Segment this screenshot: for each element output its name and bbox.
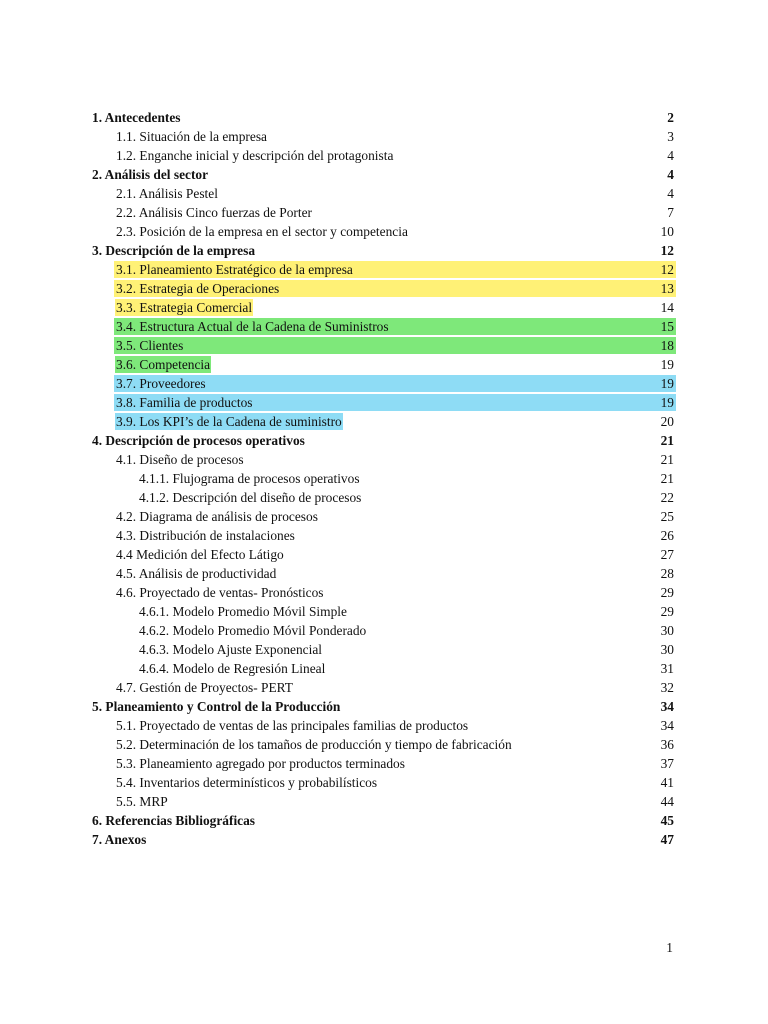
toc-entry-page: 29 <box>660 604 674 619</box>
toc-entry-page: 36 <box>660 737 674 752</box>
toc-entry-page: 26 <box>660 528 674 543</box>
toc-entry-title: 4.7. Gestión de Proyectos- PERT <box>116 680 293 695</box>
toc-entry-title: 4.6.1. Modelo Promedio Móvil Simple <box>139 604 347 619</box>
toc-entry-title: 5. Planeamiento y Control de la Producción <box>92 699 341 714</box>
toc-entry-page: 44 <box>660 794 674 809</box>
toc-entry-title: 4.2. Diagrama de análisis de procesos <box>116 509 318 524</box>
toc-entry-page: 2 <box>667 110 674 125</box>
toc-entry-page: 29 <box>660 585 674 600</box>
toc-entry[interactable] <box>92 412 676 431</box>
toc-entry-title: 1.2. Enganche inicial y descripción del protagonista <box>116 148 394 163</box>
toc-entry[interactable] <box>92 184 676 203</box>
toc-entry-page: 10 <box>660 224 674 239</box>
toc-entry[interactable] <box>92 127 676 146</box>
toc-entry-page: 32 <box>660 680 674 695</box>
toc-entry-title: 3.3. Estrategia Comercial <box>116 300 253 315</box>
toc-entry[interactable] <box>92 621 676 640</box>
toc-entry-page: 41 <box>660 775 674 790</box>
toc-entry[interactable] <box>92 222 676 241</box>
toc-entry[interactable] <box>92 602 676 621</box>
toc-entry-title: 1. Antecedentes <box>92 110 181 125</box>
toc-entry[interactable] <box>92 773 676 792</box>
toc-entry-page: 19 <box>660 357 674 372</box>
toc-entry-title: 3. Descripción de la empresa <box>92 243 256 258</box>
toc-entry-title: 2. Análisis del sector <box>92 167 209 182</box>
toc-entry-page: 27 <box>660 547 674 562</box>
toc-entry-page: 31 <box>660 661 674 676</box>
toc-entry[interactable] <box>92 716 676 735</box>
toc-entry-page: 18 <box>660 338 674 353</box>
page-number: 1 <box>666 940 673 955</box>
toc-entry[interactable] <box>92 450 676 469</box>
toc-entry[interactable] <box>92 374 676 393</box>
toc-entry-title: 4.6.2. Modelo Promedio Móvil Ponderado <box>139 623 367 638</box>
toc-entry-title: 2.1. Análisis Pestel <box>116 186 218 201</box>
toc-entry[interactable] <box>92 393 676 412</box>
toc-entry-page: 3 <box>667 129 674 144</box>
toc-entry-page: 19 <box>660 395 674 410</box>
toc-entry[interactable] <box>92 754 676 773</box>
toc-entry-title: 5.4. Inventarios determinísticos y probabilísticos <box>116 775 378 790</box>
toc-entry[interactable] <box>92 241 676 260</box>
toc-entry-title: 3.8. Familia de productos <box>116 395 253 410</box>
toc-entry[interactable] <box>92 298 676 317</box>
toc-entry[interactable] <box>92 811 676 830</box>
toc-entry[interactable] <box>92 659 676 678</box>
toc-entry-title: 5.5. MRP <box>116 794 168 809</box>
toc-entry-page: 28 <box>660 566 674 581</box>
toc-entry-page: 30 <box>660 623 674 638</box>
toc-entry-page: 25 <box>660 509 674 524</box>
toc-entry-page: 34 <box>660 718 674 733</box>
toc-entry-page: 22 <box>660 490 674 505</box>
toc-entry-title: 4.6.3. Modelo Ajuste Exponencial <box>139 642 322 657</box>
toc-entry-title: 4.5. Análisis de productividad <box>116 566 277 581</box>
toc-entry-title: 4.1.1. Flujograma de procesos operativos <box>139 471 360 486</box>
toc-entry[interactable] <box>92 203 676 222</box>
toc-entry-title: 4.6. Proyectado de ventas- Pronósticos <box>116 585 324 600</box>
toc-entry-page: 14 <box>660 300 674 315</box>
toc-entry-page: 37 <box>660 756 674 771</box>
toc-entry-title: 4. Descripción de procesos operativos <box>92 433 305 448</box>
highlight-mark <box>114 337 676 354</box>
toc-entry[interactable] <box>92 678 676 697</box>
toc-entry-page: 21 <box>660 452 674 467</box>
toc-entry[interactable] <box>92 279 676 298</box>
toc-entry-page: 45 <box>660 813 674 828</box>
toc-entry-page: 4 <box>667 186 674 201</box>
toc-entry[interactable] <box>92 108 676 127</box>
toc-entry[interactable] <box>92 583 676 602</box>
toc-entry[interactable] <box>92 640 676 659</box>
toc-entry-page: 13 <box>660 281 674 296</box>
toc-entry-page: 7 <box>667 205 674 220</box>
toc-entry-page: 12 <box>660 243 674 258</box>
toc-entry-page: 47 <box>660 832 674 847</box>
table-of-contents <box>92 108 676 849</box>
toc-entry[interactable] <box>92 564 676 583</box>
toc-entry[interactable] <box>92 317 676 336</box>
toc-entry[interactable] <box>92 469 676 488</box>
toc-entry-page: 30 <box>660 642 674 657</box>
toc-entry[interactable] <box>92 830 676 849</box>
toc-entry-title: 4.3. Distribución de instalaciones <box>116 528 295 543</box>
toc-entry[interactable] <box>92 146 676 165</box>
toc-entry-page: 21 <box>660 471 674 486</box>
toc-entry-title: 3.4. Estructura Actual de la Cadena de Suministros <box>116 319 389 334</box>
toc-entry-title: 4.1.2. Descripción del diseño de procesos <box>139 490 362 505</box>
toc-entry[interactable] <box>92 355 676 374</box>
toc-entry[interactable] <box>92 165 676 184</box>
toc-entry-title: 3.1. Planeamiento Estratégico de la empresa <box>116 262 353 277</box>
toc-entry-title: 3.6. Competencia <box>116 357 211 372</box>
toc-entry-page: 4 <box>667 148 674 163</box>
toc-entry[interactable] <box>92 697 676 716</box>
toc-entry-title: 3.7. Proveedores <box>116 376 206 391</box>
toc-entry[interactable] <box>92 545 676 564</box>
toc-entry[interactable] <box>92 431 676 450</box>
toc-entry-title: 4.6.4. Modelo de Regresión Lineal <box>139 661 326 676</box>
toc-entry[interactable] <box>92 792 676 811</box>
toc-entry-title: 4.1. Diseño de procesos <box>116 452 244 467</box>
toc-entry-title: 6. Referencias Bibliográficas <box>92 813 256 828</box>
toc-entry-title: 3.9. Los KPI’s de la Cadena de suministro <box>116 414 342 429</box>
toc-entry-page: 12 <box>660 262 674 277</box>
toc-entry-page: 15 <box>660 319 674 334</box>
toc-entry-page: 21 <box>660 433 674 448</box>
toc-entry[interactable] <box>92 260 676 279</box>
toc-entry-page: 20 <box>660 414 674 429</box>
toc-entry-title: 4.4 Medición del Efecto Látigo <box>116 547 284 562</box>
toc-entry[interactable] <box>92 488 676 507</box>
toc-entry-title: 2.2. Análisis Cinco fuerzas de Porter <box>116 205 312 220</box>
toc-entry-title: 3.5. Clientes <box>116 338 184 353</box>
toc-entry-page: 34 <box>660 699 674 714</box>
toc-entry-title: 5.1. Proyectado de ventas de las principales familias de productos <box>116 718 469 733</box>
toc-entry[interactable] <box>92 336 676 355</box>
toc-entry-title: 5.2. Determinación de los tamaños de producción y tiempo de fabricación <box>116 737 512 752</box>
toc-entry[interactable] <box>92 526 676 545</box>
toc-entry-title: 3.2. Estrategia de Operaciones <box>116 281 280 296</box>
toc-entry-title: 7. Anexos <box>92 832 147 847</box>
toc-entry-title: 2.3. Posición de la empresa en el sector y competencia <box>116 224 408 239</box>
toc-entry[interactable] <box>92 507 676 526</box>
toc-entry[interactable] <box>92 735 676 754</box>
toc-entry-page: 19 <box>660 376 674 391</box>
toc-entry-title: 1.1. Situación de la empresa <box>116 129 267 144</box>
toc-entry-title: 5.3. Planeamiento agregado por productos terminados <box>116 756 405 771</box>
toc-entry-page: 4 <box>667 167 674 182</box>
